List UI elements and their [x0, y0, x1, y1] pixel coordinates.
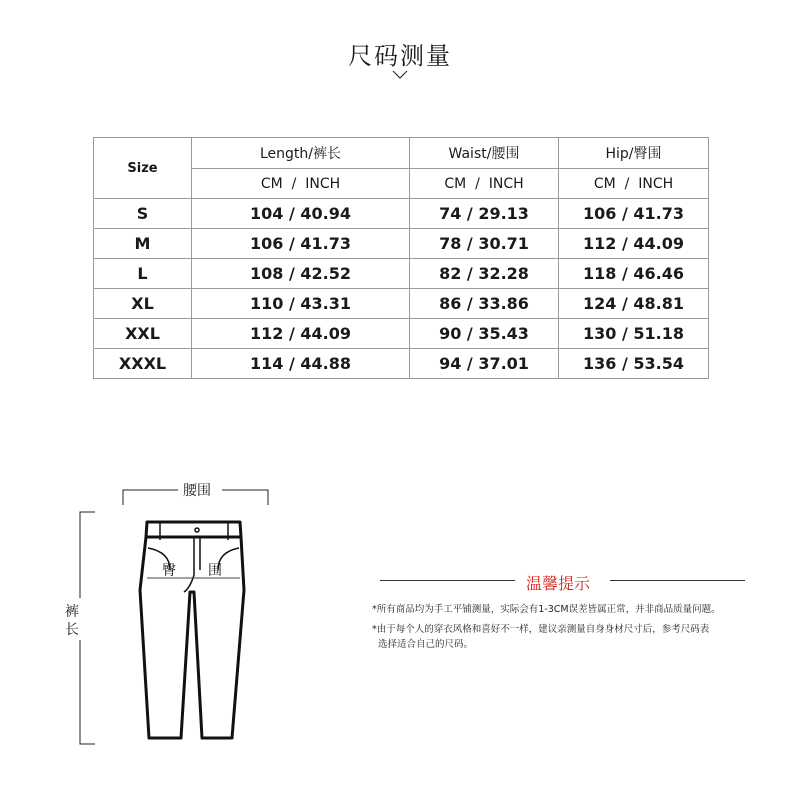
hip-cell: 106 / 41.73: [559, 199, 709, 229]
size-cell: XL: [94, 289, 192, 319]
table-row: [94, 319, 709, 349]
tips-title: 温馨提示: [526, 574, 591, 593]
hip-cell: 124 / 48.81: [559, 289, 709, 319]
size-cell: S: [94, 199, 192, 229]
length-column-header: Length/裤长: [192, 138, 410, 169]
waist-unit-header: CM / INCH: [410, 169, 559, 199]
size-chart-table: [93, 137, 709, 379]
length-cell: 114 / 44.88: [192, 349, 410, 379]
length-cell: 112 / 44.09: [192, 319, 410, 349]
tip-item: *由于每个人的穿衣风格和喜好不一样，建议亲测量自身身材尺寸后，参考尺码表 选择适合自己的尺码。: [372, 624, 710, 650]
table-row: [94, 289, 709, 319]
hip-unit-header: CM / INCH: [559, 169, 709, 199]
hip-cell: 118 / 46.46: [559, 259, 709, 289]
hip-label-part2: 围: [208, 563, 222, 579]
pants-outline: [140, 522, 244, 738]
hip-cell: 112 / 44.09: [559, 229, 709, 259]
hip-cell: 130 / 51.18: [559, 319, 709, 349]
table-row: [94, 199, 709, 229]
table-row: [94, 259, 709, 289]
waist-cell: 86 / 33.86: [410, 289, 559, 319]
table-row: [94, 349, 709, 379]
length-unit-header: CM / INCH: [192, 169, 410, 199]
hip-cell: 136 / 53.54: [559, 349, 709, 379]
size-cell: XXXL: [94, 349, 192, 379]
waist-cell: 94 / 37.01: [410, 349, 559, 379]
length-label: 裤长: [65, 604, 79, 638]
length-cell: 104 / 40.94: [192, 199, 410, 229]
pants-details: [148, 522, 239, 592]
hip-column-header: Hip/臀围: [559, 138, 709, 169]
length-cell: 110 / 43.31: [192, 289, 410, 319]
size-cell: XXL: [94, 319, 192, 349]
waist-label: 腰围: [183, 483, 211, 499]
size-cell: M: [94, 229, 192, 259]
waist-cell: 90 / 35.43: [410, 319, 559, 349]
tip-item: *所有商品均为手工平铺测量，实际会有1-3CM误差皆属正常，并非商品质量问题。: [372, 604, 721, 615]
tips-divider-right: [610, 580, 745, 581]
length-measure-line: [80, 512, 95, 744]
hip-label-part1: 臀: [162, 563, 176, 579]
waist-column-header: Waist/腰围: [410, 138, 559, 169]
length-cell: 108 / 42.52: [192, 259, 410, 289]
size-cell: L: [94, 259, 192, 289]
chevron-down-icon: [392, 70, 408, 80]
tips-divider-left: [380, 580, 515, 581]
length-cell: 106 / 41.73: [192, 229, 410, 259]
waist-cell: 78 / 30.71: [410, 229, 559, 259]
size-column-header: Size: [94, 138, 192, 199]
waist-cell: 74 / 29.13: [410, 199, 559, 229]
table-row: [94, 229, 709, 259]
page-title: 尺码测量: [348, 42, 452, 70]
waist-cell: 82 / 32.28: [410, 259, 559, 289]
